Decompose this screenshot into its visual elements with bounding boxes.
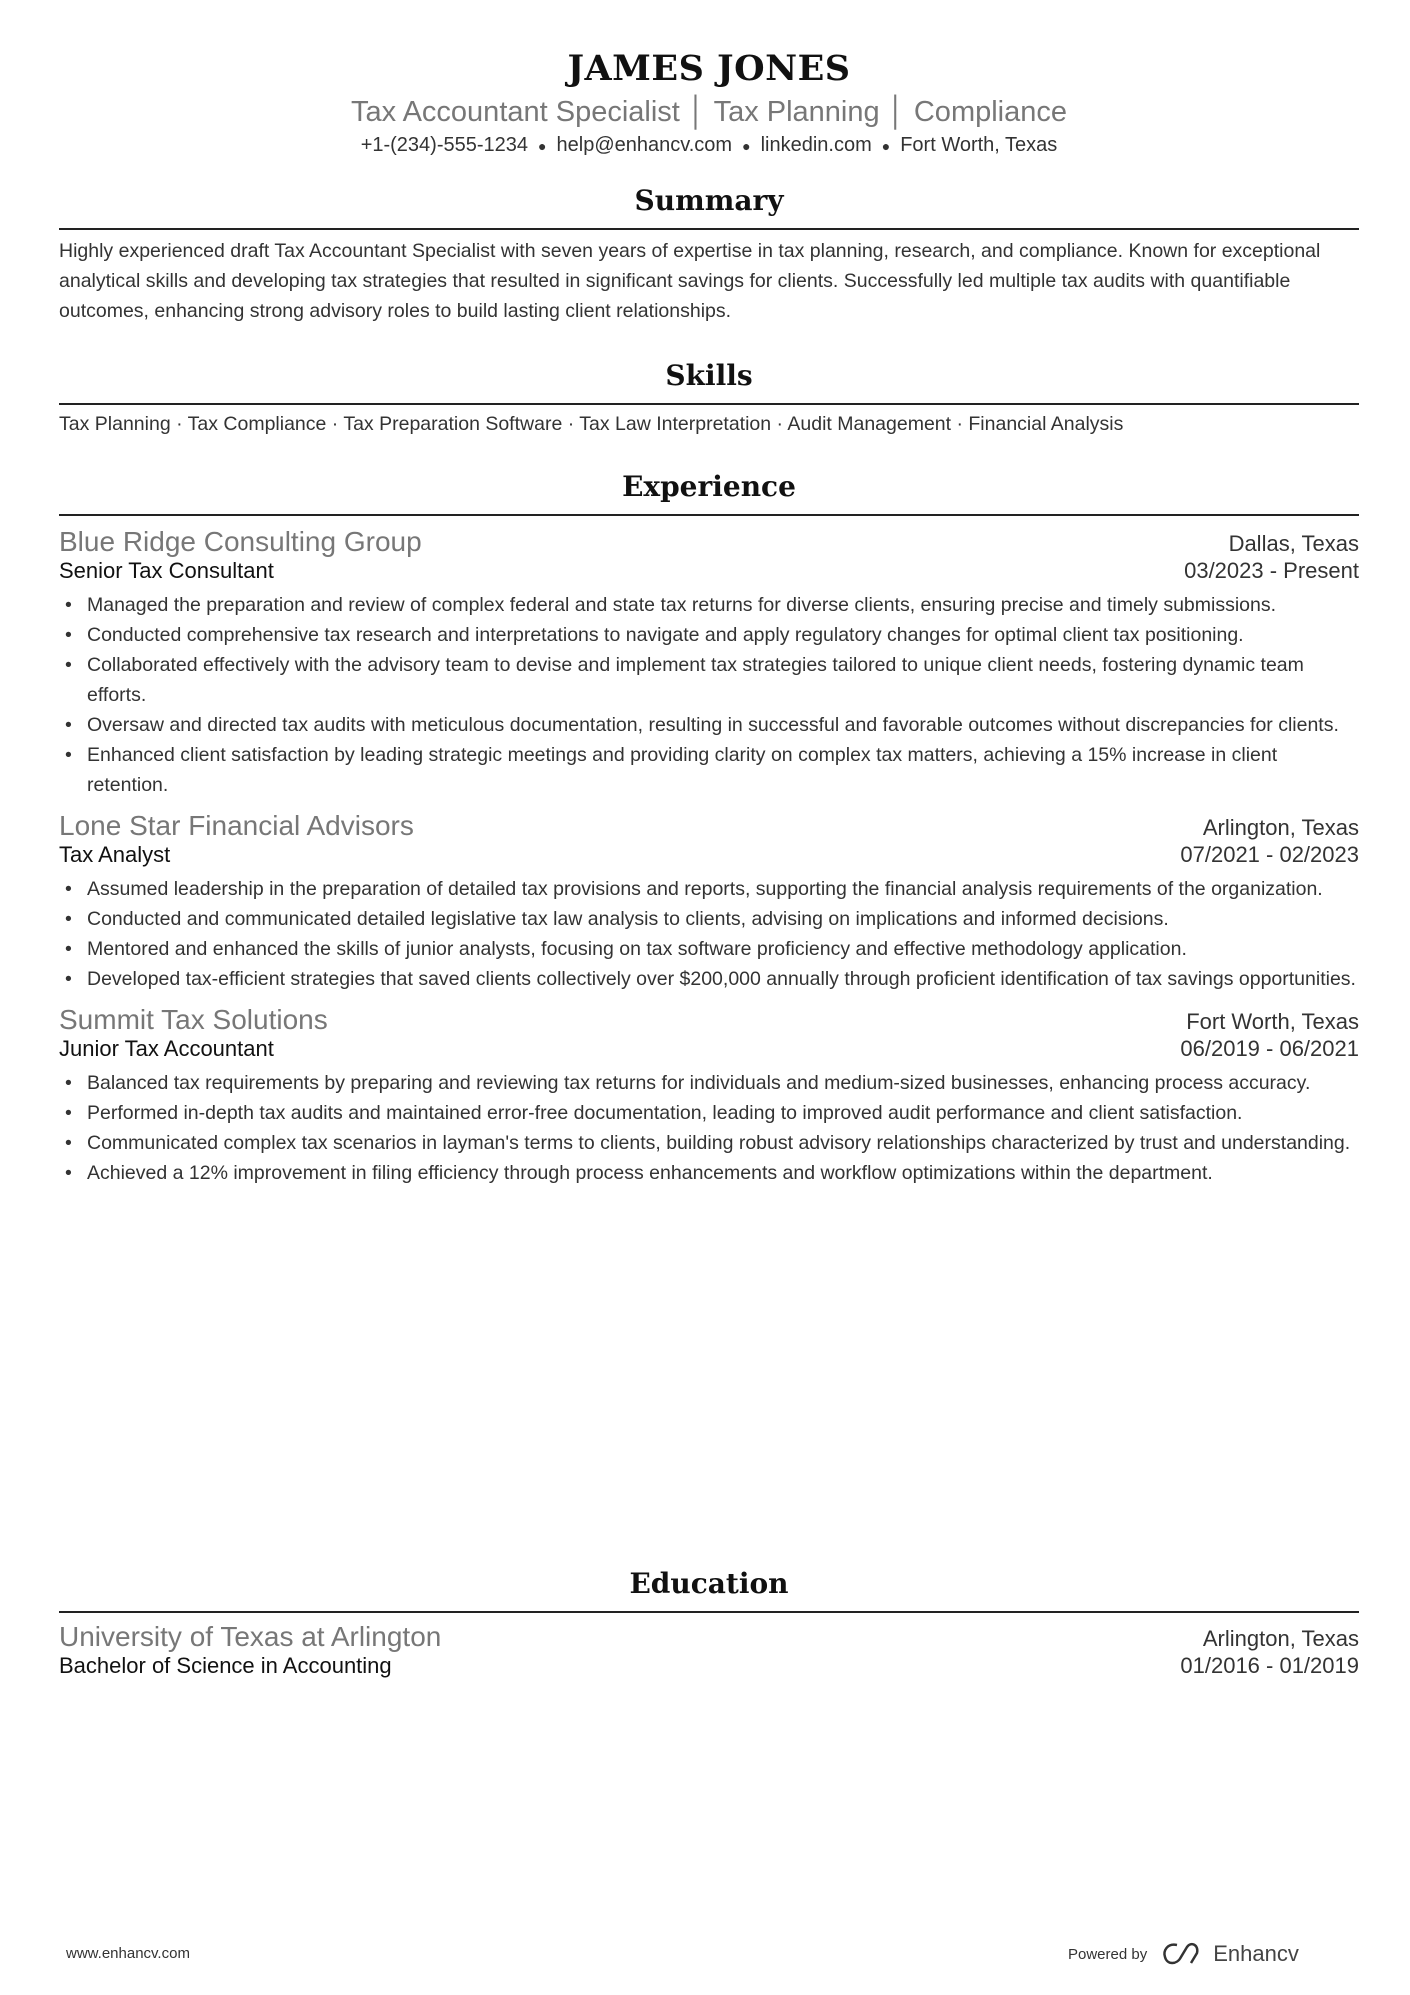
job-location: Arlington, Texas: [1202, 815, 1359, 840]
summary-text: Highly experienced draft Tax Accountant Specialist with seven years of expertise in tax planning, research, and compliance. Known for exceptional analytical skills and developing tax strategies that resulted in significant savings for clients. Successfully led multiple tax audits with quantifiable outcomes, enhancing strong advisory roles to build lasting client relationships.: [59, 240, 1321, 322]
job-role: Senior Tax Consultant: [59, 558, 274, 583]
job-bullet: • Balanced tax requirements by preparing and reviewing tax returns for individuals and medium-sized businesses, enhancing process accuracy.: [59, 1068, 1359, 1098]
enhancv-logo-icon: [1161, 1941, 1205, 1967]
job-entry: [59, 1004, 1359, 1188]
enhancv-brand: Enhancv: [1213, 1941, 1299, 1966]
divider: [59, 403, 1359, 405]
footer-website[interactable]: www.enhancv.com: [66, 1945, 190, 1962]
powered-by-label: Powered by: [1068, 1945, 1148, 1963]
linkedin-link[interactable]: linkedin.com: [760, 134, 872, 156]
job-bullet: • Achieved a 12% improvement in filing efficiency through process enhancements and workflow optimizations within the department.: [59, 1158, 1359, 1188]
job-bullet: • Developed tax-efficient strategies that saved clients collectively over $200,000 annually through proficient identification of tax savings opportunities.: [59, 964, 1359, 994]
candidate-title: Tax Accountant Specialist │ Tax Planning │ Compliance: [351, 96, 1067, 128]
footer-branding: [1068, 1941, 1299, 1967]
skills-section: [59, 355, 1359, 439]
job-role: Tax Analyst: [59, 842, 171, 867]
location: Fort Worth, Texas: [900, 134, 1058, 156]
degree: Bachelor of Science in Accounting: [59, 1653, 392, 1678]
job-entry: [59, 526, 1359, 800]
section-heading: Summary: [634, 184, 784, 217]
skills-text: Tax Planning · Tax Compliance · Tax Preparation Software · Tax Law Interpretation · Audit Management · Financial Analysis: [59, 413, 1124, 435]
job-bullet: • Assumed leadership in the preparation of detailed tax provisions and reports, supporting the financial analysis requirements of the organization.: [59, 874, 1359, 904]
company-name: Summit Tax Solutions: [59, 1004, 328, 1035]
separator-dot: ●: [742, 137, 751, 154]
company-name: Lone Star Financial Advisors: [59, 810, 414, 841]
job-dates: 07/2021 - 02/2023: [1180, 842, 1359, 867]
separator-dot: ●: [538, 137, 547, 154]
job-bullet: • Communicated complex tax scenarios in layman's terms to clients, building robust advisory relationships characterized by trust and understanding.: [59, 1128, 1359, 1158]
education-dates: 01/2016 - 01/2019: [1180, 1653, 1359, 1678]
section-heading: Education: [629, 1567, 789, 1600]
school-location: Arlington, Texas: [1202, 1626, 1359, 1651]
education-entry: [59, 1621, 1359, 1679]
company-name: Blue Ridge Consulting Group: [59, 526, 422, 557]
summary-section: [59, 180, 1359, 326]
job-bullet: • Collaborated effectively with the advisory team to devise and implement tax strategies tailored to unique client needs, fostering dynamic team efforts.: [59, 650, 1359, 710]
job-location: Fort Worth, Texas: [1186, 1009, 1359, 1034]
job-entry: [59, 810, 1359, 994]
job-role: Junior Tax Accountant: [59, 1036, 274, 1061]
section-heading: Skills: [665, 359, 753, 392]
job-dates: 06/2019 - 06/2021: [1180, 1036, 1359, 1061]
job-bullet: • Oversaw and directed tax audits with meticulous documentation, resulting in successful and favorable outcomes without discrepancies for clients.: [59, 710, 1359, 740]
phone: +1-(234)-555-1234: [360, 134, 529, 156]
job-bullets: [59, 874, 1359, 994]
experience-section: [59, 466, 1359, 1188]
section-heading: Experience: [622, 470, 796, 503]
job-bullet: • Performed in-depth tax audits and maintained error-free documentation, leading to improved audit performance and client satisfaction.: [59, 1098, 1359, 1128]
job-bullet: • Managed the preparation and review of complex federal and state tax returns for diverse clients, ensuring precise and timely submissions.: [59, 590, 1359, 620]
job-bullets: [59, 1068, 1359, 1188]
job-bullets: [59, 590, 1359, 800]
job-bullet: • Conducted comprehensive tax research and interpretations to navigate and apply regulatory changes for optimal client tax positioning.: [59, 620, 1359, 650]
divider: [59, 514, 1359, 516]
divider: [59, 1611, 1359, 1613]
contact-info: [59, 134, 1359, 157]
job-bullet: • Enhanced client satisfaction by leading strategic meetings and providing clarity on complex tax matters, achieving a 15% increase in client retention.: [59, 740, 1359, 800]
job-bullet: • Conducted and communicated detailed legislative tax law analysis to clients, advising on implications and informed decisions.: [59, 904, 1359, 934]
job-location: Dallas, Texas: [1228, 531, 1359, 556]
divider: [59, 228, 1359, 230]
candidate-name: JAMES JONES: [567, 48, 851, 89]
job-dates: 03/2023 - Present: [1184, 558, 1359, 583]
school-name: University of Texas at Arlington: [59, 1621, 442, 1652]
job-bullet: • Mentored and enhanced the skills of junior analysts, focusing on tax software proficiency and effective methodology application.: [59, 934, 1359, 964]
education-section: [59, 1563, 1359, 1679]
separator-dot: ●: [881, 137, 891, 154]
email-link[interactable]: help@enhancv.com: [556, 134, 733, 156]
